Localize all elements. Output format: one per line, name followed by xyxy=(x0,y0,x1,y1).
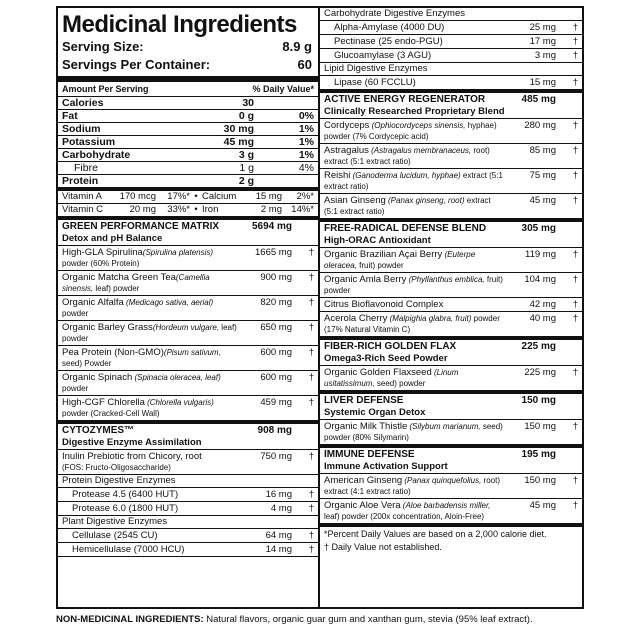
ingredient-name: Glucoamylase (3 AGU) xyxy=(334,50,432,61)
nutrient-name: Protein xyxy=(62,175,99,187)
ingredient-row xyxy=(58,529,318,543)
nutrient-name: Potassium xyxy=(62,136,116,148)
ingredient-row xyxy=(320,474,582,499)
vitamin-a_dv: 33%* xyxy=(167,204,190,215)
ingredient-dv: † xyxy=(308,451,314,462)
servings-value: 60 xyxy=(297,57,312,72)
non-medicinal-ingredients xyxy=(56,614,616,626)
ingredient-amount: 75 mg xyxy=(529,170,556,181)
ingredient-name: Inulin Prebiotic from Chicory, root xyxy=(62,451,202,462)
section-subtitle: Systemic Organ Detox xyxy=(320,407,582,420)
vitamin-b_amt: 15 mg xyxy=(255,191,282,202)
ingredient-amount: 45 mg xyxy=(529,500,556,511)
nutrient-dv: 1% xyxy=(298,149,314,161)
section-amount: 908 mg xyxy=(257,425,292,436)
ingredient-latin: (Ophiocordyceps sinensis, xyxy=(369,121,466,130)
serving-size-value: 8.9 g xyxy=(282,39,312,54)
ingredient-amount: 85 mg xyxy=(529,145,556,156)
vitamin-row xyxy=(58,204,318,217)
ingredient-latin: (Silybum marianum, xyxy=(407,422,481,431)
ingredient-latin: (Astragalus membranaceus, xyxy=(368,146,472,155)
ingredient-latin: (Medicago sativa, aerial) xyxy=(123,298,214,307)
section-title-row xyxy=(320,448,582,461)
ingredient-detail: hyphae) powder (7% Cordycepic acid) xyxy=(324,121,497,141)
ingredient-latin: (Malpighia glabra, fruit) xyxy=(387,314,472,323)
ingredient-amount: 750 mg xyxy=(260,451,292,462)
ingredient-latin: (Spinacia oleracea, leaf) xyxy=(132,373,221,382)
ingredient-dv: † xyxy=(308,544,314,555)
ingredient-latin: (Panax quinquefolius, xyxy=(402,476,482,485)
ingredient-name: Citrus Bioflavonoid Complex xyxy=(324,299,444,310)
ingredient-name: Alpha-Amylase (4000 DU) xyxy=(334,22,445,33)
ingredient-row xyxy=(320,248,582,273)
right-ingredient-sections xyxy=(320,8,582,555)
ingredient-amount: 14 mg xyxy=(265,544,292,555)
ingredient-desc xyxy=(62,272,240,294)
nutrient-amount: 45 mg xyxy=(223,136,254,148)
section-title: FIBER-RICH GOLDEN FLAX xyxy=(324,341,457,352)
section-title: IMMUNE DEFENSE xyxy=(324,449,415,460)
nutrient-row xyxy=(58,110,318,123)
enzyme-group-header: Plant Digestive Enzymes xyxy=(58,516,318,529)
nutrient-name: Fibre xyxy=(74,162,98,174)
ingredient-detail: seed) powder xyxy=(374,379,426,388)
ingredient-dv: † xyxy=(572,421,578,432)
ingredient-desc xyxy=(324,367,504,389)
ingredient-row xyxy=(58,271,318,296)
supplement-facts-label xyxy=(56,6,584,609)
nutrient-dv: 0% xyxy=(298,110,314,122)
ingredient-desc xyxy=(324,475,504,497)
ingredient-desc xyxy=(62,322,240,344)
ingredient-dv: † xyxy=(572,36,578,47)
section-amount: 5694 mg xyxy=(251,221,292,232)
ingredient-desc xyxy=(324,195,504,217)
ingredient-latin: (Spirulina platensis) xyxy=(142,248,214,257)
ingredient-name: Hemicellulase (7000 HCU) xyxy=(72,544,185,555)
ingredient-row xyxy=(58,502,318,516)
nutrient-dv xyxy=(254,97,314,109)
ingredient-desc xyxy=(72,530,240,541)
section-subtitle: Immune Activation Support xyxy=(320,461,582,474)
nutrient-amount: 2 g xyxy=(238,175,254,187)
nutrient-name: Calories xyxy=(62,97,104,109)
ingredient-amount: 119 mg xyxy=(525,249,556,260)
ingredient-dv: † xyxy=(572,50,578,61)
vitamin-a_amt: 20 mg xyxy=(129,204,156,215)
ingredient-amount: 150 mg xyxy=(524,421,556,432)
ingredient-row xyxy=(58,488,318,502)
section-subtitle: Omega3-Rich Seed Powder xyxy=(320,353,582,366)
ingredient-row xyxy=(58,346,318,371)
servings-row xyxy=(58,56,318,74)
ingredient-latin: (Euterpe oleracea, xyxy=(324,250,476,270)
left-ingredient-sections xyxy=(58,220,318,557)
ingredient-amount: 45 mg xyxy=(529,195,556,206)
label-title: Medicinal Ingredients xyxy=(62,11,297,38)
ingredient-detail: seed) powder (80% Silymarin) xyxy=(324,422,503,442)
dv-header: % Daily Value* xyxy=(252,84,314,94)
vitamin-b_dv: 14%* xyxy=(291,204,314,215)
ingredient-dv: † xyxy=(308,397,314,408)
ingredient-name: Lipase (60 FCCLU) xyxy=(334,77,416,88)
ingredient-dv: † xyxy=(572,22,578,33)
ingredient-dv: † xyxy=(572,313,578,324)
left-column xyxy=(58,8,318,607)
ingredient-desc xyxy=(72,544,240,555)
ingredient-detail: powder xyxy=(62,309,89,318)
section-title: LIVER DEFENSE xyxy=(324,395,404,406)
ingredient-detail: extract (5:1 extract ratio) xyxy=(324,171,503,191)
ingredient-dv: † xyxy=(308,530,314,541)
nutrient-amount: 0 g xyxy=(238,110,254,122)
ingredient-amount: 600 mg xyxy=(260,372,292,383)
ingredient-desc xyxy=(324,170,504,192)
ingredient-dv: † xyxy=(308,503,314,514)
ingredient-detail: powder xyxy=(62,384,89,393)
ingredient-detail: (FOS: Fructo-Oligosaccharide) xyxy=(62,463,171,472)
ingredient-latin: (Ganoderma lucidum, hyphae) xyxy=(350,171,461,180)
ingredient-dv: † xyxy=(308,489,314,500)
ingredient-row xyxy=(320,420,582,445)
ingredient-desc xyxy=(324,274,504,296)
ingredient-detail: root) extract (4:1 extract ratio) xyxy=(324,476,500,496)
ingredient-dv: † xyxy=(572,299,578,310)
ingredient-name: Pea Protein (Non-GMO) xyxy=(62,347,164,358)
ingredient-amount: 17 mg xyxy=(529,36,556,47)
nutrient-row xyxy=(58,149,318,162)
ingredient-name: Protease 4.5 (6400 HUT) xyxy=(72,489,179,500)
nutrient-amount: 3 g xyxy=(238,149,254,161)
nutrient-amount: 30 xyxy=(242,97,254,109)
nutrient-row xyxy=(58,175,318,188)
ingredient-amount: 42 mg xyxy=(529,299,556,310)
ingredient-dv: † xyxy=(572,145,578,156)
ingredient-detail: seed) Powder xyxy=(62,359,112,368)
ingredient-dv: † xyxy=(572,195,578,206)
ingredient-dv: † xyxy=(572,274,578,285)
ingredient-desc xyxy=(62,297,240,319)
ingredient-amount: 104 mg xyxy=(524,274,556,285)
ingredient-row xyxy=(58,321,318,346)
ingredient-desc xyxy=(72,503,240,514)
ingredient-detail: leaf) powder xyxy=(62,323,237,343)
serving-size-row xyxy=(58,38,318,56)
ingredient-amount: 900 mg xyxy=(260,272,292,283)
vitamin-b_dv: 2%* xyxy=(296,191,314,202)
ingredient-name: Organic Golden Flaxseed xyxy=(324,367,432,378)
ingredient-detail: powder (60% Protein) xyxy=(62,259,140,268)
ingredient-desc xyxy=(334,77,504,88)
amount-header-row xyxy=(58,82,318,97)
footnote-daily-values: *Percent Daily Values are based on a 2,000 calorie diet. xyxy=(324,529,547,539)
ingredient-detail: extract (5:1 extract ratio) xyxy=(324,196,491,216)
ingredient-dv: † xyxy=(572,120,578,131)
ingredient-dv: † xyxy=(572,475,578,486)
ingredient-dv: † xyxy=(572,170,578,181)
ingredient-latin: (Hordeum vulgare, xyxy=(152,323,220,332)
ingredient-name: Organic Milk Thistle xyxy=(324,421,408,432)
section-amount: 150 mg xyxy=(521,395,556,406)
vitamin-dot: • xyxy=(194,191,198,202)
vitamin-list xyxy=(58,191,318,217)
ingredient-latin: (Linum usitatissimum, xyxy=(324,368,459,388)
ingredient-amount: 3 mg xyxy=(534,50,556,61)
ingredient-row xyxy=(58,371,318,396)
ingredient-dv: † xyxy=(308,247,314,258)
ingredient-amount: 280 mg xyxy=(524,120,556,131)
ingredient-detail: powder (17% Natural Vitamin C) xyxy=(324,314,500,334)
ingredient-row xyxy=(320,499,582,524)
non-med-text: Natural flavors, organic guar gum and xanthan gum, stevia (95% leaf extract). xyxy=(203,614,533,625)
ingredient-desc xyxy=(324,500,504,522)
ingredient-name: Organic Amla Berry xyxy=(324,274,407,285)
vitamin-a_name: Vitamin A xyxy=(62,191,102,202)
ingredient-dv: † xyxy=(572,500,578,511)
footnote-not-established: † Daily Value not established. xyxy=(324,542,442,552)
non-med-label: NON-MEDICINAL INGREDIENTS: xyxy=(56,614,204,625)
vitamin-a_amt: 170 mcg xyxy=(119,191,156,202)
ingredient-row xyxy=(58,396,318,421)
ingredient-amount: 4 mg xyxy=(270,503,292,514)
section-title: FREE-RADICAL DEFENSE BLEND xyxy=(324,223,487,234)
ingredient-desc xyxy=(334,36,504,47)
ingredient-name: Organic Aloe Vera xyxy=(324,500,401,511)
ingredient-row xyxy=(320,49,582,63)
ingredient-amount: 16 mg xyxy=(265,489,292,500)
section-title-row xyxy=(320,394,582,407)
ingredient-desc xyxy=(62,347,240,369)
ingredient-detail: fruit) powder xyxy=(324,275,503,295)
ingredient-amount: 459 mg xyxy=(260,397,292,408)
section-title-row xyxy=(320,340,582,353)
section-title-row xyxy=(58,220,318,233)
ingredient-name: American Ginseng xyxy=(324,475,403,486)
section-amount: 305 mg xyxy=(521,223,556,234)
ingredient-row xyxy=(320,366,582,391)
ingredient-dv: † xyxy=(572,77,578,88)
ingredient-desc xyxy=(324,313,504,335)
section-title: GREEN PERFORMANCE MATRIX xyxy=(62,221,220,232)
ingredient-desc xyxy=(334,50,504,61)
ingredient-row xyxy=(58,543,318,557)
ingredient-detail: powder (Cracked-Cell Wall) xyxy=(62,409,160,418)
right-column xyxy=(320,8,582,607)
nutrient-row xyxy=(58,97,318,110)
ingredient-name: Organic Matcha Green Tea xyxy=(62,272,176,283)
nutrient-row xyxy=(58,162,318,175)
ingredient-amount: 150 mg xyxy=(524,475,556,486)
ingredient-desc xyxy=(324,299,504,310)
nutrient-list xyxy=(58,97,318,188)
enzyme-group-header: Protein Digestive Enzymes xyxy=(58,475,318,488)
ingredient-name: Organic Alfalfa xyxy=(62,297,124,308)
ingredient-latin: (Pisum sativum, xyxy=(163,348,221,357)
ingredient-name: Organic Brazilian Açai Berry xyxy=(324,249,443,260)
section-amount: 195 mg xyxy=(521,449,556,460)
vitamin-b_name: Calcium xyxy=(202,191,237,202)
ingredient-dv: † xyxy=(308,372,314,383)
ingredient-desc xyxy=(62,247,240,269)
section-title: ACTIVE ENERGY REGENERATOR xyxy=(324,94,486,105)
ingredient-desc xyxy=(334,22,504,33)
ingredient-amount: 40 mg xyxy=(529,313,556,324)
section-title-row xyxy=(320,93,582,106)
ingredient-latin: (Aloe barbadensis miller, xyxy=(400,501,491,510)
ingredient-name: Acerola Cherry xyxy=(324,313,388,324)
ingredient-name: Reishi xyxy=(324,170,351,181)
ingredient-amount: 15 mg xyxy=(529,77,556,88)
vitamin-b_amt: 2 mg xyxy=(260,204,282,215)
ingredient-amount: 650 mg xyxy=(260,322,292,333)
vitamin-b_name: Iron xyxy=(202,204,219,215)
ingredient-desc xyxy=(62,397,240,419)
ingredient-row xyxy=(320,76,582,90)
ingredient-latin: (Chlorella vulgaris) xyxy=(144,398,214,407)
ingredient-amount: 820 mg xyxy=(260,297,292,308)
section-title: CYTOZYMES™ xyxy=(62,425,135,436)
ingredient-dv: † xyxy=(572,249,578,260)
ingredient-desc xyxy=(62,451,240,473)
ingredient-detail: leaf) powder (200x concentration, Aloin-Free) xyxy=(324,512,485,521)
nutrient-name: Fat xyxy=(62,110,78,122)
ingredient-amount: 64 mg xyxy=(265,530,292,541)
nutrient-amount: 1 g xyxy=(239,162,254,174)
vitamin-a_name: Vitamin C xyxy=(62,204,104,215)
ingredient-desc xyxy=(324,120,504,142)
ingredient-dv: † xyxy=(572,367,578,378)
ingredient-dv: † xyxy=(308,322,314,333)
servings-label: Servings Per Container: xyxy=(62,57,211,72)
ingredient-row xyxy=(320,119,582,144)
section-subtitle: Detox and pH Balance xyxy=(58,233,318,246)
ingredient-name: Pectinase (25 endo-PGU) xyxy=(334,36,443,47)
nutrient-dv: 1% xyxy=(298,136,314,148)
ingredient-name: Asian Ginseng xyxy=(324,195,386,206)
enzyme-group-header: Lipid Digestive Enzymes xyxy=(320,63,582,76)
ingredient-desc xyxy=(324,145,504,167)
ingredient-amount: 25 mg xyxy=(529,22,556,33)
ingredient-row xyxy=(58,296,318,321)
ingredient-row xyxy=(320,298,582,312)
ingredient-desc xyxy=(324,421,504,443)
ingredient-name: Protease 6.0 (1800 HUT) xyxy=(72,503,179,514)
nutrient-amount: 30 mg xyxy=(223,123,254,135)
section-title-row xyxy=(58,424,318,437)
section-subtitle: Digestive Enzyme Assimilation xyxy=(58,437,318,450)
vitamin-a_dv: 17%* xyxy=(167,191,190,202)
ingredient-row xyxy=(320,194,582,219)
ingredient-detail: leaf) powder xyxy=(93,284,140,293)
ingredient-amount: 1665 mg xyxy=(255,247,292,258)
ingredient-row xyxy=(320,144,582,169)
amount-header: Amount Per Serving xyxy=(62,84,149,94)
ingredient-amount: 600 mg xyxy=(260,347,292,358)
ingredient-row xyxy=(58,246,318,271)
section-subtitle: High-ORAC Antioxidant xyxy=(320,235,582,248)
nutrient-dv: 1% xyxy=(298,123,314,135)
enzyme-group-header: Carbohydrate Digestive Enzymes xyxy=(320,8,582,21)
ingredient-name: Cordyceps xyxy=(324,120,370,131)
nutrient-row xyxy=(58,136,318,149)
vitamin-row xyxy=(58,191,318,204)
nutrient-row xyxy=(58,123,318,136)
ingredient-latin: (Camellia sinensis, xyxy=(62,273,210,293)
ingredient-dv: † xyxy=(308,297,314,308)
nutrient-dv xyxy=(254,175,314,187)
section-amount: 485 mg xyxy=(521,94,556,105)
ingredient-name: Organic Spinach xyxy=(62,372,133,383)
ingredient-row xyxy=(320,169,582,194)
ingredient-detail: fruit) powder xyxy=(356,261,404,270)
nutrient-dv: 4% xyxy=(298,162,314,174)
ingredient-name: High-GLA Spirulina xyxy=(62,247,143,258)
ingredient-row xyxy=(320,273,582,298)
ingredient-detail: root) extract (5:1 extract ratio) xyxy=(324,146,490,166)
ingredient-name: Astragalus xyxy=(324,145,369,156)
nutrient-name: Sodium xyxy=(62,123,101,135)
section-subtitle: Clinically Researched Proprietary Blend xyxy=(320,106,582,119)
ingredient-amount: 225 mg xyxy=(524,367,556,378)
section-title-row xyxy=(320,222,582,235)
nutrient-name: Carbohydrate xyxy=(62,149,131,161)
ingredient-row xyxy=(320,312,582,337)
ingredient-desc xyxy=(72,489,240,500)
ingredient-name: High-CGF Chlorella xyxy=(62,397,145,408)
ingredient-row xyxy=(58,450,318,475)
ingredient-name: Organic Barley Grass xyxy=(62,322,153,333)
ingredient-desc xyxy=(62,372,240,394)
ingredient-latin: (Phyllanthus emblica, xyxy=(406,275,485,284)
ingredient-dv: † xyxy=(308,272,314,283)
ingredient-row xyxy=(320,21,582,35)
ingredient-latin: (Panax ginseng, root) xyxy=(385,196,465,205)
ingredient-dv: † xyxy=(308,347,314,358)
ingredient-row xyxy=(320,35,582,49)
ingredient-name: Cellulase (2545 CU) xyxy=(72,530,158,541)
section-amount: 225 mg xyxy=(521,341,556,352)
serving-size-label: Serving Size: xyxy=(62,39,144,54)
vitamin-dot: • xyxy=(194,204,198,215)
ingredient-desc xyxy=(324,249,504,271)
